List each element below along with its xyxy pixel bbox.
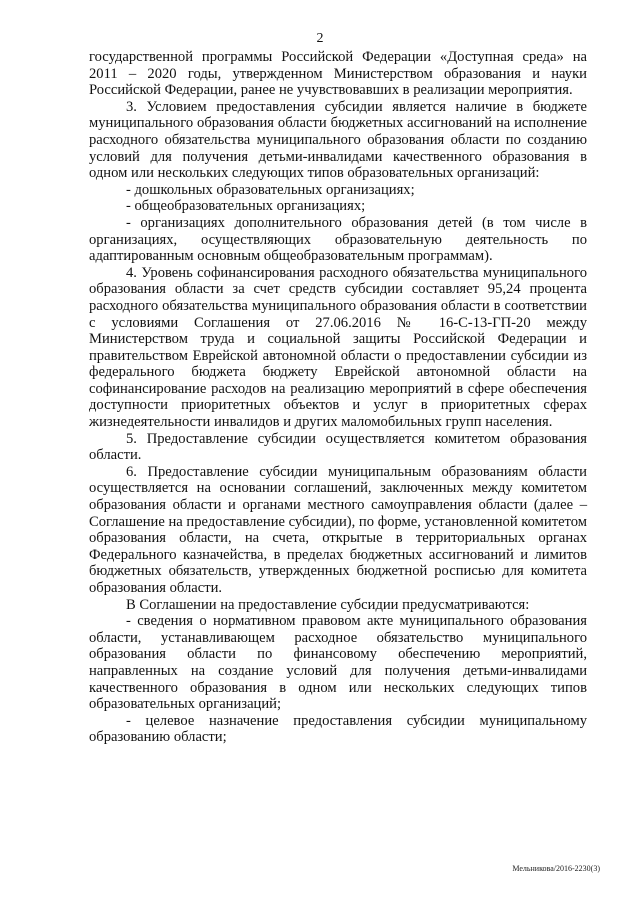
list-item-purpose: - целевое назначение предоставления субсидии муниципальному образованию области; bbox=[89, 712, 587, 746]
footer-reference: Мельникова/2016-2230(3) bbox=[512, 864, 600, 873]
paragraph-clause-6: 6. Предоставление субсидии муниципальным образованиям области осуществляется на основании соглашений, заключенных между комитетом образования области и органами местного самоуправления области (далее – Соглашение на предоставление субсидии), по форме, установленной комитетом образования области, на счета, открытые в территориальных органах Федерального казначейства, в пределах бюджетных ассигнований и лимитов бюджетных обязательств, утвержденных бюджетной росписью для комитета образования области. bbox=[89, 463, 587, 596]
list-item-preschool: - дошкольных образовательных организациях; bbox=[126, 181, 415, 198]
paragraph-clause-4: 4. Уровень софинансирования расходного обязательства муниципального образования области за счет средств субсидии составляет 95,24 процента расходного обязательства муниципального образования области в соответствии с условиями Соглашения от 27.06.2016 № 16-С-13-ГП-20 между Министерством труда и социальной защиты Российской Федерации и правительством Еврейской автономной области о предоставлении субсидии из федерального бюджета бюджету Еврейской автономной области на софинансирование расходов на реализацию мероприятий в сфере обеспечения доступности приоритетных объектов и услуг в приоритетных сферах жизнедеятельности инвалидов и других маломобильных групп населения. bbox=[89, 264, 587, 431]
list-item-additional-education: - организациях дополнительного образования детей (в том числе в организациях, осуществляющих образовательную деятельность по адаптированным основным общеобразовательным программам). bbox=[89, 214, 587, 265]
document-body bbox=[89, 49, 587, 746]
list-item-general-education: - общеобразовательных организациях; bbox=[126, 198, 366, 215]
paragraph-continuation: государственной программы Российской Федерации «Доступная среда» на 2011 – 2020 годы, утвержденном Министерством образования и науки Российской Федерации, ранее не учувствовавших в реализации мероприятия. bbox=[89, 49, 587, 99]
paragraph-agreement-intro: В Соглашении на предоставление субсидии предусматриваются: bbox=[126, 596, 530, 613]
paragraph-clause-3: 3. Условием предоставления субсидии является наличие в бюджете муниципального образования области бюджетных ассигнований на исполнение расходного обязательства муниципального образования области по созданию условий для получения детьми-инвалидами качественного образования в одном или нескольких следующих типов образовательных организаций: bbox=[89, 98, 587, 182]
paragraph-clause-5: 5. Предоставление субсидии осуществляется комитетом образования области. bbox=[89, 430, 587, 464]
list-item-legal-act: - сведения о нормативном правовом акте муниципального образования области, устанавливающем расходное обязательство муниципального образования области по финансовому обеспечению мероприятий, направленных на создание условий для получения детьми-инвалидами качественного образования в одном или нескольких следующих типов образовательных организаций; bbox=[89, 613, 587, 713]
page-number: 2 bbox=[316, 31, 324, 46]
